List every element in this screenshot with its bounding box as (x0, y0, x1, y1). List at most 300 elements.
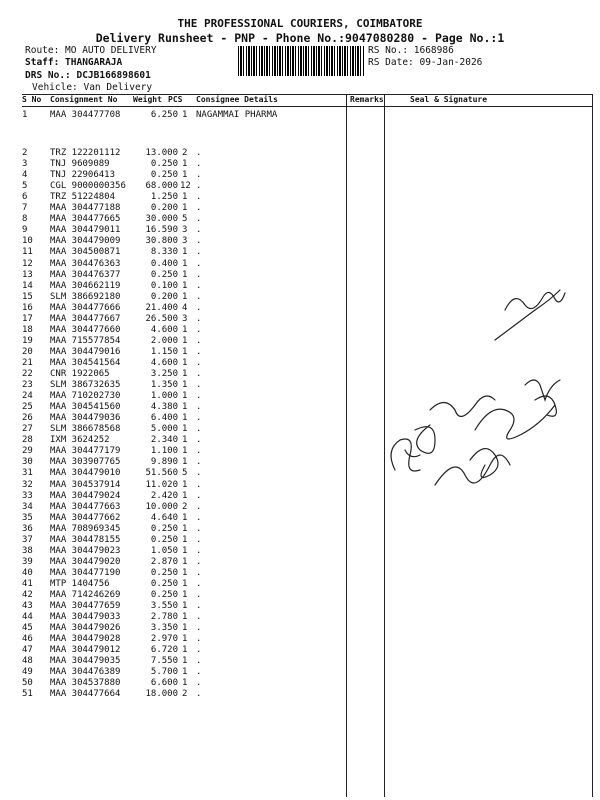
barcode-image (238, 46, 364, 76)
weight-value: 10.000 (145, 501, 178, 512)
consignee-name: . (196, 225, 202, 236)
pieces-count: 3 (182, 313, 188, 324)
consignee-name: . (196, 556, 202, 567)
col-header-consignee: Consignee Details (196, 95, 278, 104)
serial-number: 37 (22, 534, 33, 545)
serial-number: 4 (22, 170, 28, 181)
weight-value: 30.000 (145, 214, 178, 225)
pieces-count: 1 (182, 413, 188, 424)
consignment-number: MAA 304477660 (50, 324, 121, 335)
consignee-name: . (196, 435, 202, 446)
consignment-number: TRZ 122201112 (50, 148, 121, 158)
weight-value: 0.250 (150, 567, 178, 578)
serial-number: 40 (22, 567, 33, 578)
serial-number: 8 (22, 214, 28, 225)
table-row (0, 568, 600, 579)
consignee-name: . (196, 612, 202, 623)
weight-value: 4.640 (150, 512, 178, 523)
weight-value: 0.400 (150, 258, 178, 269)
table-row (0, 546, 600, 557)
consignee-name: . (196, 357, 202, 368)
consignee-name: . (196, 623, 202, 634)
weight-value: 4.600 (150, 357, 178, 368)
consignee-name: . (196, 413, 202, 424)
pieces-count: 1 (182, 556, 188, 567)
consignment-number: SLM 386678568 (50, 424, 121, 435)
table-row (0, 656, 600, 667)
consignment-number: MAA 304479028 (50, 634, 121, 645)
drs-number: DRS No.: DCJB166898601 (25, 70, 151, 81)
serial-number: 18 (22, 324, 33, 335)
table-row (0, 579, 600, 590)
pieces-count: 1 (182, 567, 188, 578)
serial-number: 29 (22, 446, 33, 457)
pieces-count: 5 (182, 468, 188, 479)
col-header-remarks: Remarks (350, 95, 384, 104)
consignee-name: . (196, 214, 202, 225)
consignment-number: MAA 304479026 (50, 623, 121, 634)
consignee-name: . (196, 689, 202, 700)
col-header-seal: Seal & Signature (410, 95, 488, 104)
pieces-count: 1 (182, 645, 188, 656)
consignment-number: TNJ 22906413 (50, 170, 116, 181)
weight-value: 5.000 (150, 424, 178, 435)
serial-number: 51 (22, 689, 33, 700)
col-header-weight: Weight (133, 95, 162, 104)
consignment-number: MAA 304477666 (50, 302, 121, 313)
pieces-count: 1 (182, 110, 188, 120)
consignment-number: MAA 304477708 (50, 110, 121, 120)
consignment-number: MAA 304479009 (50, 236, 121, 247)
pieces-count: 1 (182, 678, 188, 689)
pieces-count: 1 (182, 634, 188, 645)
pieces-count: 1 (182, 291, 188, 302)
serial-number: 17 (22, 313, 33, 324)
serial-number: 30 (22, 457, 33, 468)
table-row (0, 590, 600, 601)
table-row (0, 601, 600, 612)
consignment-number: MAA 708969345 (50, 523, 121, 534)
table-row (0, 110, 600, 121)
pieces-count: 2 (182, 689, 188, 700)
consignment-number: MAA 304477659 (50, 601, 121, 612)
weight-value: 4.380 (150, 402, 178, 413)
serial-number: 12 (22, 258, 33, 269)
consignee-name: . (196, 380, 202, 391)
weight-value: 11.020 (145, 479, 178, 490)
consignment-number: MAA 304479036 (50, 413, 121, 424)
serial-number: 13 (22, 269, 33, 280)
pieces-count: 1 (182, 380, 188, 391)
serial-number: 25 (22, 402, 33, 413)
table-row (0, 236, 600, 247)
table-row (0, 181, 600, 192)
consignee-name: . (196, 391, 202, 402)
pieces-count: 1 (182, 280, 188, 291)
weight-value: 6.250 (150, 110, 178, 120)
pieces-count: 1 (182, 170, 188, 181)
pieces-count: 1 (182, 446, 188, 457)
table-row (0, 159, 600, 170)
weight-value: 30.800 (145, 236, 178, 247)
weight-value: 1.100 (150, 446, 178, 457)
consignee-name: . (196, 313, 202, 324)
table-row (0, 214, 600, 225)
consignment-number: MAA 304479023 (50, 545, 121, 556)
serial-number: 22 (22, 369, 33, 379)
col-header-consignment: Consignment No (50, 95, 118, 104)
pieces-count: 1 (182, 402, 188, 413)
consignment-number: MAA 715577854 (50, 335, 121, 346)
pieces-count: 1 (182, 391, 188, 402)
weight-value: 0.200 (150, 203, 178, 214)
table-row (0, 623, 600, 634)
pieces-count: 1 (182, 601, 188, 612)
consignment-number: TRZ 51224804 (50, 192, 116, 203)
serial-number: 21 (22, 357, 33, 368)
pieces-count: 2 (182, 501, 188, 512)
weight-value: 1.150 (150, 346, 178, 357)
route-label: Route: MO AUTO DELIVERY (25, 45, 157, 56)
consignment-number: MAA 304477188 (50, 203, 121, 214)
pieces-count: 1 (182, 578, 188, 589)
pieces-count: 1 (182, 490, 188, 501)
consignment-number: MAA 304541560 (50, 402, 121, 413)
consignment-number: MAA 304476389 (50, 667, 121, 678)
table-row (0, 170, 600, 181)
weight-value: 1.050 (150, 545, 178, 556)
pieces-count: 1 (182, 324, 188, 335)
table-row (0, 203, 600, 214)
consignee-name: . (196, 170, 202, 181)
pieces-count: 1 (182, 623, 188, 634)
consignee-name: . (196, 280, 202, 291)
weight-value: 0.250 (150, 159, 178, 170)
consignee-name: . (196, 269, 202, 280)
pieces-count: 5 (182, 214, 188, 225)
consignment-number: MAA 304478155 (50, 534, 121, 545)
handwritten-signature (375, 280, 575, 520)
serial-number: 24 (22, 391, 33, 402)
serial-number: 5 (22, 181, 28, 192)
weight-value: 1.000 (150, 391, 178, 402)
serial-number: 26 (22, 413, 33, 424)
consignment-number: MAA 304479011 (50, 225, 121, 236)
consignment-number: MTP 1404756 (50, 578, 110, 589)
serial-number: 3 (22, 159, 28, 170)
table-row (0, 148, 600, 159)
weight-value: 21.400 (145, 302, 178, 313)
consignee-name: . (196, 534, 202, 545)
consignee-name: . (196, 578, 202, 589)
consignee-name: . (196, 645, 202, 656)
table-row (0, 667, 600, 678)
consignee-name: . (196, 567, 202, 578)
weight-value: 9.890 (150, 457, 178, 468)
weight-value: 1.250 (150, 192, 178, 203)
pieces-count: 1 (182, 335, 188, 346)
weight-value: 7.550 (150, 656, 178, 667)
serial-number: 32 (22, 479, 33, 490)
pieces-count: 12 (180, 181, 191, 192)
table-row (0, 259, 600, 270)
consignee-name: . (196, 258, 202, 269)
consignee-name: . (196, 501, 202, 512)
weight-value: 8.330 (150, 247, 178, 258)
table-row (0, 678, 600, 689)
consignee-name: . (196, 446, 202, 457)
col-header-pcs: PCS (168, 95, 183, 104)
pieces-count: 1 (182, 656, 188, 667)
serial-number: 9 (22, 225, 28, 236)
pieces-count: 1 (182, 346, 188, 357)
serial-number: 7 (22, 203, 28, 214)
pieces-count: 1 (182, 247, 188, 258)
pieces-count: 1 (182, 203, 188, 214)
consignee-name: . (196, 203, 202, 214)
table-row (0, 634, 600, 645)
staff-label: Staff: THANGARAJA (25, 57, 123, 68)
consignee-name: . (196, 236, 202, 247)
serial-number: 31 (22, 468, 33, 479)
consignee-name: . (196, 490, 202, 501)
company-title: THE PROFESSIONAL COURIERS, COIMBATORE (177, 17, 423, 30)
consignment-number: TNJ 9609089 (50, 159, 110, 170)
consignee-name: NAGAMMAI PHARMA (196, 110, 278, 120)
runsheet-subtitle: Delivery Runsheet - PNP - Phone No.:9047080280 - Page No.:1 (95, 31, 505, 45)
consignee-name: . (196, 424, 202, 435)
table-row (0, 247, 600, 258)
consignment-number: MAA 304662119 (50, 280, 121, 291)
table-row (0, 192, 600, 203)
rs-date: RS Date: 09-Jan-2026 (368, 57, 483, 68)
pieces-count: 1 (182, 258, 188, 269)
weight-value: 2.870 (150, 556, 178, 567)
weight-value: 3.550 (150, 601, 178, 612)
consignment-number: MAA 304479010 (50, 468, 121, 479)
table-row (0, 689, 600, 700)
pieces-count: 1 (182, 424, 188, 435)
consignment-number: MAA 304479033 (50, 612, 121, 623)
serial-number: 10 (22, 236, 33, 247)
weight-value: 0.250 (150, 523, 178, 534)
serial-number: 33 (22, 490, 33, 501)
consignee-name: . (196, 324, 202, 335)
consignee-name: . (196, 335, 202, 346)
consignee-name: . (196, 678, 202, 689)
serial-number: 1 (22, 110, 28, 120)
pieces-count: 1 (182, 545, 188, 556)
serial-number: 6 (22, 192, 28, 203)
table-row (0, 612, 600, 623)
serial-number: 19 (22, 335, 33, 346)
weight-value: 3.250 (150, 369, 178, 379)
consignee-name: . (196, 192, 202, 203)
weight-value: 0.250 (150, 590, 178, 600)
serial-number: 15 (22, 291, 33, 302)
table-row (0, 225, 600, 236)
weight-value: 0.200 (150, 291, 178, 302)
serial-number: 20 (22, 346, 33, 357)
consignee-name: . (196, 512, 202, 523)
weight-value: 0.250 (150, 578, 178, 589)
serial-number: 27 (22, 424, 33, 435)
col-header-sno: S No (22, 95, 42, 104)
pieces-count: 4 (182, 302, 188, 313)
consignment-number: MAA 710202730 (50, 391, 121, 402)
weight-value: 18.000 (145, 689, 178, 700)
table-header-divider (22, 106, 592, 107)
serial-number: 38 (22, 545, 33, 556)
consignee-name: . (196, 601, 202, 612)
consignment-number: MAA 304479012 (50, 645, 121, 656)
consignment-number: MAA 304477662 (50, 512, 121, 523)
consignment-number: MAA 304500871 (50, 247, 121, 258)
consignment-number: MAA 304477190 (50, 567, 121, 578)
pieces-count: 1 (182, 457, 188, 468)
weight-value: 2.970 (150, 634, 178, 645)
pieces-count: 1 (182, 435, 188, 446)
weight-value: 1.350 (150, 380, 178, 391)
consignee-name: . (196, 302, 202, 313)
consignment-number: MAA 304477667 (50, 313, 121, 324)
weight-value: 6.400 (150, 413, 178, 424)
serial-number: 48 (22, 656, 33, 667)
consignment-number: MAA 303907765 (50, 457, 121, 468)
vehicle-label: Vehicle: Van Delivery (32, 82, 153, 93)
consignee-name: . (196, 402, 202, 413)
weight-value: 2.780 (150, 612, 178, 623)
pieces-count: 1 (182, 612, 188, 623)
consignee-name: . (196, 291, 202, 302)
serial-number: 11 (22, 247, 33, 258)
serial-number: 16 (22, 302, 33, 313)
consignee-name: . (196, 634, 202, 645)
table-row (0, 557, 600, 568)
pieces-count: 3 (182, 236, 188, 247)
serial-number: 14 (22, 280, 33, 291)
consignment-number: MAA 304477665 (50, 214, 121, 225)
serial-number: 45 (22, 623, 33, 634)
serial-number: 23 (22, 380, 33, 391)
pieces-count: 1 (182, 357, 188, 368)
serial-number: 49 (22, 667, 33, 678)
pieces-count: 1 (182, 512, 188, 523)
consignment-number: MAA 304477179 (50, 446, 121, 457)
pieces-count: 1 (182, 269, 188, 280)
table-row (0, 535, 600, 546)
consignee-name: . (196, 523, 202, 534)
consignment-number: MAA 304477663 (50, 501, 121, 512)
consignee-name: . (196, 159, 202, 170)
serial-number: 34 (22, 501, 33, 512)
table-row (0, 645, 600, 656)
pieces-count: 1 (182, 192, 188, 203)
pieces-count: 1 (182, 590, 188, 600)
weight-value: 0.250 (150, 269, 178, 280)
serial-number: 44 (22, 612, 33, 623)
pieces-count: 3 (182, 225, 188, 236)
consignment-number: SLM 386692180 (50, 291, 121, 302)
consignment-number: MAA 304541564 (50, 357, 121, 368)
rs-number: RS No.: 1668986 (368, 45, 454, 56)
pieces-count: 1 (182, 369, 188, 379)
consignee-name: . (196, 545, 202, 556)
serial-number: 42 (22, 590, 33, 600)
consignment-number: MAA 304479035 (50, 656, 121, 667)
consignee-name: . (196, 468, 202, 479)
consignee-name: . (196, 457, 202, 468)
weight-value: 2.420 (150, 490, 178, 501)
pieces-count: 1 (182, 534, 188, 545)
weight-value: 0.250 (150, 534, 178, 545)
serial-number: 2 (22, 148, 28, 158)
consignment-number: MAA 304476377 (50, 269, 121, 280)
serial-number: 28 (22, 435, 33, 446)
consignment-number: CNR 1922065 (50, 369, 110, 379)
pieces-count: 1 (182, 667, 188, 678)
consignee-name: . (196, 181, 202, 192)
consignee-name: . (196, 590, 202, 600)
consignment-number: MAA 304537880 (50, 678, 121, 689)
serial-number: 47 (22, 645, 33, 656)
weight-value: 26.500 (145, 313, 178, 324)
consignment-number: MAA 304476363 (50, 258, 121, 269)
consignment-number: MAA 304477664 (50, 689, 121, 700)
serial-number: 39 (22, 556, 33, 567)
weight-value: 51.560 (145, 468, 178, 479)
weight-value: 6.600 (150, 678, 178, 689)
consignment-number: SLM 386732635 (50, 380, 121, 391)
consignee-name: . (196, 667, 202, 678)
consignment-number: MAA 304537914 (50, 479, 121, 490)
consignee-name: . (196, 656, 202, 667)
consignee-name: . (196, 148, 202, 158)
consignee-name: . (196, 479, 202, 490)
weight-value: 4.600 (150, 324, 178, 335)
weight-value: 0.250 (150, 170, 178, 181)
serial-number: 46 (22, 634, 33, 645)
table-row (0, 524, 600, 535)
serial-number: 41 (22, 578, 33, 589)
consignment-number: MAA 714246269 (50, 590, 121, 600)
consignee-name: . (196, 247, 202, 258)
consignment-number: MAA 304479020 (50, 556, 121, 567)
serial-number: 35 (22, 512, 33, 523)
weight-value: 5.700 (150, 667, 178, 678)
serial-number: 43 (22, 601, 33, 612)
pieces-count: 1 (182, 479, 188, 490)
weight-value: 68.000 (145, 181, 178, 192)
weight-value: 2.000 (150, 335, 178, 346)
weight-value: 2.340 (150, 435, 178, 446)
consignment-number: CGL 9000000356 (50, 181, 126, 192)
consignment-number: IXM 3624252 (50, 435, 110, 446)
pieces-count: 1 (182, 159, 188, 170)
weight-value: 3.350 (150, 623, 178, 634)
serial-number: 36 (22, 523, 33, 534)
pieces-count: 1 (182, 523, 188, 534)
consignee-name: . (196, 369, 202, 379)
serial-number: 50 (22, 678, 33, 689)
consignment-number: MAA 304479024 (50, 490, 121, 501)
weight-value: 16.590 (145, 225, 178, 236)
weight-value: 6.720 (150, 645, 178, 656)
pieces-count: 2 (182, 148, 188, 158)
weight-value: 0.100 (150, 280, 178, 291)
consignment-number: MAA 304479016 (50, 346, 121, 357)
weight-value: 13.000 (145, 148, 178, 158)
